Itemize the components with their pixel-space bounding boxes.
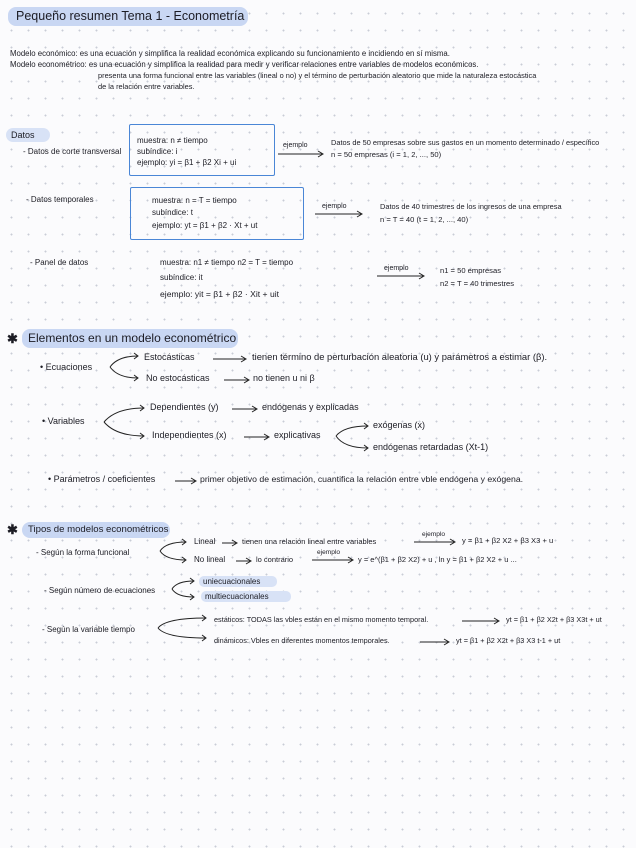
page-title: Pequeño resumen Tema 1 - Econometría [16,9,245,23]
multiecuacionales-label: multiecuacionales [205,592,269,601]
estaticos-equation: yt = β1 + β2 X2t + β3 X3t + ut [506,615,602,624]
no-estocasticas-label: No estocásticas [146,373,210,383]
lineal-equation: y = β1 + β2 X2 + β3 X3 + u [462,536,554,545]
corte-result-1: Datos de 50 empresas sobre sus gastos en un momento determinado / específico [331,138,600,147]
lineal-description: tienen una relación lineal entre variables [242,537,377,546]
dependientes-description: endógenas y explicadas [262,402,359,412]
parametros-arrow [175,478,199,484]
dinamicos-equation: yt = β1 + β2 X2t + β3 X3 t-1 + ut [456,636,561,645]
panel-result-1: n1 = 50 empresas [440,266,501,275]
exogenas-label: exógenas (x) [373,420,426,430]
temporales-muestra: muestra: n = T = tiempo [152,196,237,205]
panel-result-2: n2 = T = 40 trimestres [440,279,515,288]
dinamicos-description: dinámicos: Vbles en diferentes momentos temporales. [214,636,390,645]
independientes-label: Independientes (x) [152,430,227,440]
corte-muestra: muestra: n ≠ tiempo [137,136,208,145]
temporales-ejemplo-arrow-label: ejemplo [322,203,347,210]
temporales-result-2: n = T = 40 (t = 1, 2, ..., 40) [380,215,469,224]
independientes-description: explicativas [274,430,321,440]
intro-line-3: presenta una forma funcional entre las variables (lineal o no) y el término de perturbación aleatorio que mide la naturaleza estocástica [98,71,537,80]
lineal-arrow [222,540,240,546]
intro-line-4: de la relación entre variables. [98,82,195,91]
estocasticas-arrow [213,356,249,362]
panel-ejemplo: ejemplo: yit = β1 + β2 · Xit + uit [160,289,280,299]
no-lineal-equation: y = e^(β1 + β2 X2) + u , ln y = β1 + β2 X2 + u ... [358,555,517,564]
panel-ejemplo-arrow [377,273,427,279]
variable-tiempo-label: - Según la variable tiempo [42,625,135,634]
no-lineal-ejemplo-arrow [312,557,356,563]
panel-label: - Panel de datos [30,258,89,267]
corte-result-2: n = 50 empresas (i = 1, 2, ..., 50) [331,150,442,159]
ecuaciones-branch-arrows [110,352,140,382]
independientes-arrow [244,434,272,440]
tiempo-branch-arrows [158,614,210,642]
temporales-label: - Datos temporales [26,195,94,204]
forma-funcional-label: - Según la forma funcional [36,548,130,557]
parametros-label: • Parámetros / coeficientes [48,474,156,484]
corte-ejemplo-arrow-label: ejemplo [283,142,308,149]
panel-muestra: muestra: n1 ≠ tiempo n2 = T = tiempo [160,258,294,267]
no-lineal-arrow [236,558,254,564]
corte-subindice: subíndice: i [137,147,178,156]
estaticos-arrow [462,618,502,624]
parametros-description: primer objetivo de estimación, cuantifica la relación entre vble endógena y exógena. [200,474,524,484]
estocasticas-description: tienen término de perturbación aleatoria (u) y parámetros a estimar (β). [252,351,548,362]
corte-transversal-label: - Datos de corte transversal [23,147,122,156]
dependientes-label: Dependientes (y) [150,402,219,412]
panel-ejemplo-arrow-label: ejemplo [384,265,409,272]
explicativas-branch-arrows [336,422,372,452]
temporales-ejemplo: ejemplo: yt = β1 + β2 · Xt + ut [152,221,258,230]
estocasticas-label: Estocásticas [144,352,195,362]
dependientes-arrow [232,406,260,412]
endogenas-retardadas-label: endógenas retardadas (Xt-1) [373,442,489,452]
lineal-ejemplo-arrow-label: ejemplo [422,531,446,538]
temporales-subindice: subíndice: t [152,208,193,217]
numero-branch-arrows [172,577,198,601]
ecuaciones-label: • Ecuaciones [40,362,93,372]
lineal-label: Lineal [194,537,216,546]
no-estocasticas-description: no tienen u ni β [253,373,315,383]
no-lineal-ejemplo-arrow-label: ejemplo [317,549,341,556]
temporales-ejemplo-arrow [315,211,365,217]
dinamicos-arrow [420,639,452,645]
variables-label: • Variables [42,416,85,426]
lineal-ejemplo-arrow [414,539,458,545]
datos-heading: Datos [11,130,35,140]
variables-branch-arrows [104,404,148,440]
no-lineal-label: No lineal [194,555,226,564]
uniecuacionales-label: uniecuacionales [203,577,261,586]
numero-ecuaciones-label: - Según número de ecuaciones [44,586,156,595]
intro-line-1: Modelo económico: es una ecuación y simplifica la realidad económica explicando su funcionamiento e incidiendo en sí misma. [10,49,450,58]
forma-branch-arrows [160,538,190,564]
temporales-result-1: Datos de 40 trimestres de los ingresos de una empresa [380,202,562,211]
panel-subindice: subíndice: it [160,273,203,282]
intro-line-2: Modelo econométrico: es una ecuación y simplifica la realidad para medir y verificar relaciones entre variables de modelos económicos. [10,60,479,69]
no-lineal-description: lo contrario [256,555,294,564]
corte-ejemplo-arrow [278,151,326,157]
tipos-star-icon: ✱ [7,522,18,537]
estaticos-description: estáticos: TODAS las vbles están en el mismo momento temporal. [214,615,429,624]
elementos-star-icon: ✱ [7,331,18,346]
no-estocasticas-arrow [224,377,252,383]
elementos-heading: Elementos en un modelo econométrico [28,331,237,345]
tipos-heading: Tipos de modelos econométricos [28,524,169,535]
corte-ejemplo: ejemplo: yi = β1 + β2 Xi + ui [137,158,237,167]
